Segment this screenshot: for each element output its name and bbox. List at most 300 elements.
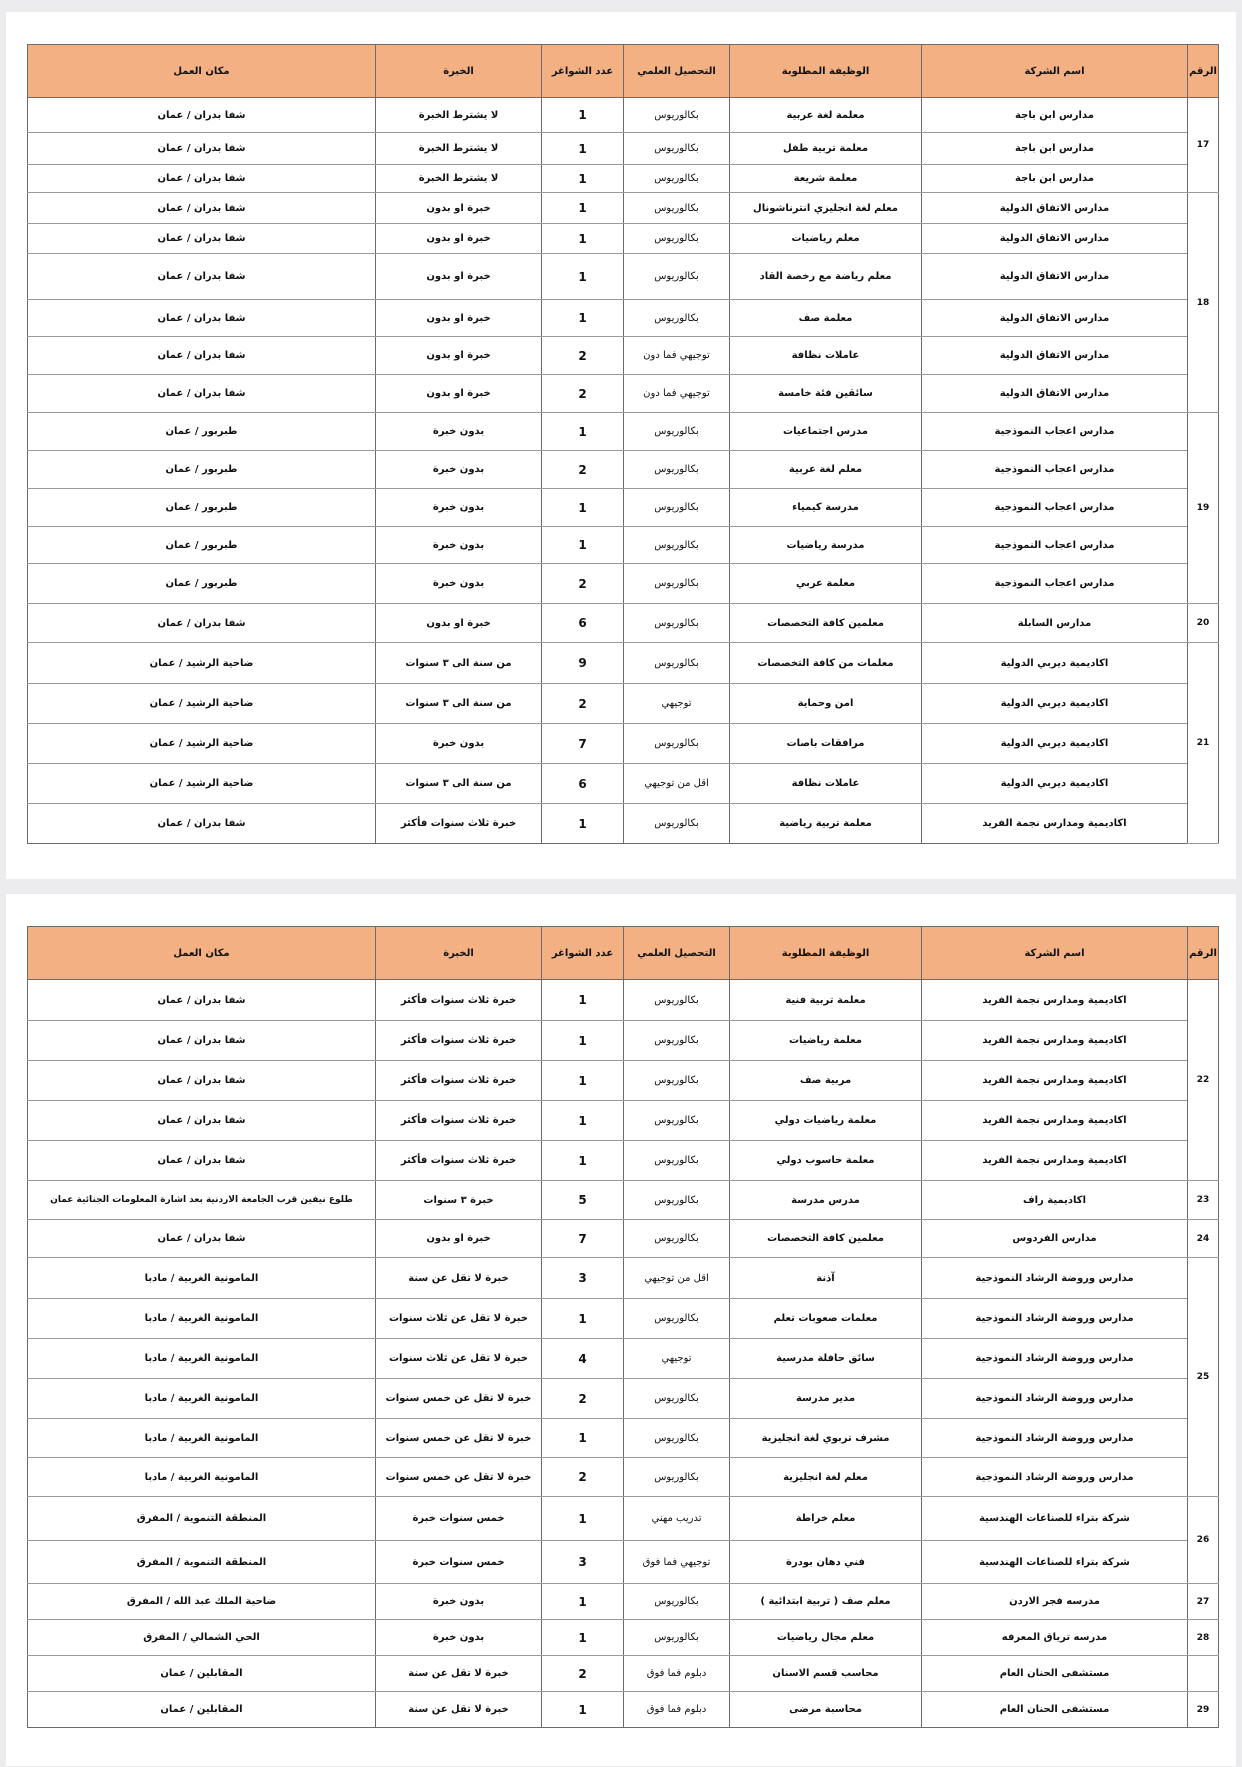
location-cell: شفا بدران / عمان bbox=[28, 1101, 376, 1141]
table-row bbox=[28, 375, 1219, 413]
table-row bbox=[28, 1620, 1219, 1656]
experience-cell: خبرة لا تقل عن سنة bbox=[376, 1692, 542, 1728]
location-cell: شفا بدران / عمان bbox=[28, 337, 376, 375]
experience-cell: خبرة او بدون bbox=[376, 337, 542, 375]
location-cell: ضاحية الرشيد / عمان bbox=[28, 684, 376, 724]
job-cell: آذنة bbox=[730, 1258, 922, 1299]
company-cell: مدارس وروضة الرشاد النموذجية bbox=[922, 1419, 1188, 1458]
job-cell: مدرسة كيمياء bbox=[730, 489, 922, 527]
experience-cell: لا يشترط الخبرة bbox=[376, 133, 542, 165]
vacancies-cell: 3 bbox=[542, 1258, 624, 1299]
job-cell: معلم لغة انجليزية bbox=[730, 1458, 922, 1497]
table-row bbox=[28, 1141, 1219, 1181]
company-cell: اكاديمية ومدارس نجمة الفريد bbox=[922, 1141, 1188, 1181]
experience-cell: من سنة الى ٣ سنوات bbox=[376, 764, 542, 804]
location-cell: شفا بدران / عمان bbox=[28, 1061, 376, 1101]
job-cell: محاسب قسم الاسنان bbox=[730, 1656, 922, 1692]
experience-cell: لا يشترط الخبرة bbox=[376, 165, 542, 193]
job-cell: مدرسة رياضيات bbox=[730, 527, 922, 564]
job-cell: مدرس مدرسة bbox=[730, 1181, 922, 1220]
vacancies-cell: 1 bbox=[542, 1497, 624, 1541]
table-row bbox=[28, 165, 1219, 193]
job-cell: معلمات صعوبات تعلم bbox=[730, 1299, 922, 1339]
header-row bbox=[28, 45, 1219, 98]
job-cell: معلمة تربية فنية bbox=[730, 980, 922, 1021]
location-cell: الحي الشمالي / المفرق bbox=[28, 1620, 376, 1656]
header-number: الرقم bbox=[1188, 927, 1219, 980]
education-cell: بكالوريوس bbox=[624, 1419, 730, 1458]
job-cell: معلمات من كافة التخصصات bbox=[730, 643, 922, 684]
group-number-cell: 19 bbox=[1188, 413, 1219, 604]
job-cell: مدير مدرسة bbox=[730, 1379, 922, 1419]
company-cell: مدارس وروضة الرشاد النموذجية bbox=[922, 1258, 1188, 1299]
education-cell: بكالوريوس bbox=[624, 643, 730, 684]
vacancies-cell: 2 bbox=[542, 1656, 624, 1692]
company-cell: مدارس الاتفاق الدولية bbox=[922, 300, 1188, 337]
company-cell: مدارس الاتفاق الدولية bbox=[922, 375, 1188, 413]
location-cell: ضاحية الرشيد / عمان bbox=[28, 643, 376, 684]
experience-cell: خمس سنوات خبرة bbox=[376, 1541, 542, 1584]
table-row bbox=[28, 1541, 1219, 1584]
education-cell: بكالوريوس bbox=[624, 1299, 730, 1339]
company-cell: مدارس الاتفاق الدولية bbox=[922, 193, 1188, 224]
page-1 bbox=[6, 12, 1236, 879]
location-cell: طبربور / عمان bbox=[28, 489, 376, 527]
location-cell: شفا بدران / عمان bbox=[28, 980, 376, 1021]
group-number-cell: 25 bbox=[1188, 1258, 1219, 1497]
experience-cell: خمس سنوات خبرة bbox=[376, 1497, 542, 1541]
company-cell: مدارس الاتفاق الدولية bbox=[922, 224, 1188, 254]
vacancies-cell: 5 bbox=[542, 1181, 624, 1220]
job-cell: محاسبة مرضى bbox=[730, 1692, 922, 1728]
vacancies-cell: 2 bbox=[542, 1458, 624, 1497]
location-cell: المقابلين / عمان bbox=[28, 1656, 376, 1692]
company-cell: مدارس وروضة الرشاد النموذجية bbox=[922, 1339, 1188, 1379]
education-cell: بكالوريوس bbox=[624, 254, 730, 300]
table-row bbox=[28, 413, 1219, 451]
job-cell: معلم لغة انجليزي انترناشونال bbox=[730, 193, 922, 224]
table-body bbox=[28, 98, 1219, 844]
location-cell: طلوع نيفين قرب الجامعة الاردنية بعد اشارة المعلومات الجنائية عمان bbox=[28, 1181, 376, 1220]
location-cell: المامونية الغربية / مادبا bbox=[28, 1419, 376, 1458]
location-cell: شفا بدران / عمان bbox=[28, 254, 376, 300]
job-cell: مربية صف bbox=[730, 1061, 922, 1101]
job-cell: عاملات نظافة bbox=[730, 337, 922, 375]
vacancies-cell: 1 bbox=[542, 527, 624, 564]
vacancies-cell: 1 bbox=[542, 413, 624, 451]
job-cell: امن وحماية bbox=[730, 684, 922, 724]
table-row bbox=[28, 1101, 1219, 1141]
table-row bbox=[28, 489, 1219, 527]
education-cell: توجيهي bbox=[624, 1339, 730, 1379]
education-cell: بكالوريوس bbox=[624, 564, 730, 604]
vacancies-cell: 1 bbox=[542, 980, 624, 1021]
education-cell: بكالوريوس bbox=[624, 1220, 730, 1258]
location-cell: المامونية الغربية / مادبا bbox=[28, 1339, 376, 1379]
location-cell: المامونية الغربية / مادبا bbox=[28, 1258, 376, 1299]
header-experience: الخبرة bbox=[376, 927, 542, 980]
group-number-cell: 20 bbox=[1188, 604, 1219, 643]
header-job: الوظيفة المطلوبة bbox=[730, 45, 922, 98]
table-row bbox=[28, 527, 1219, 564]
experience-cell: بدون خبرة bbox=[376, 413, 542, 451]
group-number-cell: 22 bbox=[1188, 980, 1219, 1181]
education-cell: بكالوريوس bbox=[624, 804, 730, 844]
location-cell: شفا بدران / عمان bbox=[28, 300, 376, 337]
company-cell: اكاديمية ومدارس نجمة الفريد bbox=[922, 804, 1188, 844]
education-cell: بكالوريوس bbox=[624, 1584, 730, 1620]
vacancies-cell: 1 bbox=[542, 804, 624, 844]
company-cell: مدارس ابن باجة bbox=[922, 165, 1188, 193]
job-cell: معلمة رياضيات bbox=[730, 1021, 922, 1061]
experience-cell: من سنة الى ٣ سنوات bbox=[376, 643, 542, 684]
vacancies-cell: 1 bbox=[542, 1584, 624, 1620]
table-row bbox=[28, 300, 1219, 337]
job-cell: معلمة حاسوب دولي bbox=[730, 1141, 922, 1181]
table-row bbox=[28, 193, 1219, 224]
vacancies-cell: 6 bbox=[542, 764, 624, 804]
job-cell: معلم رياضيات bbox=[730, 224, 922, 254]
experience-cell: بدون خبرة bbox=[376, 1584, 542, 1620]
education-cell: بكالوريوس bbox=[624, 451, 730, 489]
header-company: اسم الشركة bbox=[922, 45, 1188, 98]
header-job: الوظيفة المطلوبة bbox=[730, 927, 922, 980]
job-cell: معلمة تربية رياضية bbox=[730, 804, 922, 844]
company-cell: شركة بتراء للصناعات الهندسية bbox=[922, 1541, 1188, 1584]
location-cell: شفا بدران / عمان bbox=[28, 224, 376, 254]
table-row bbox=[28, 1258, 1219, 1299]
education-cell: بكالوريوس bbox=[624, 1061, 730, 1101]
company-cell: مستشفى الحنان العام bbox=[922, 1656, 1188, 1692]
vacancies-cell: 1 bbox=[542, 1021, 624, 1061]
experience-cell: خبرة ثلاث سنوات فأكثر bbox=[376, 1141, 542, 1181]
job-cell: معلم مجال رياضيات bbox=[730, 1620, 922, 1656]
table-row bbox=[28, 451, 1219, 489]
job-cell: معلمة صف bbox=[730, 300, 922, 337]
vacancies-cell: 1 bbox=[542, 1692, 624, 1728]
page-2 bbox=[6, 894, 1236, 1766]
experience-cell: خبرة لا تقل عن خمس سنوات bbox=[376, 1379, 542, 1419]
education-cell: بكالوريوس bbox=[624, 527, 730, 564]
job-cell: معلم لغة عربية bbox=[730, 451, 922, 489]
table-row bbox=[28, 1339, 1219, 1379]
table-row bbox=[28, 1379, 1219, 1419]
table-row bbox=[28, 1021, 1219, 1061]
header-company: اسم الشركة bbox=[922, 927, 1188, 980]
vacancies-cell: 2 bbox=[542, 1379, 624, 1419]
job-cell: معلم صف ( تربية ابتدائية ) bbox=[730, 1584, 922, 1620]
group-number-cell: 26 bbox=[1188, 1497, 1219, 1584]
location-cell: طبربور / عمان bbox=[28, 451, 376, 489]
company-cell: مدارس الفردوس bbox=[922, 1220, 1188, 1258]
company-cell: مدارس اعجاب النموذجية bbox=[922, 527, 1188, 564]
experience-cell: خبرة لا تقل عن ثلاث سنوات bbox=[376, 1339, 542, 1379]
location-cell: المامونية الغربية / مادبا bbox=[28, 1299, 376, 1339]
group-number-cell: 17 bbox=[1188, 98, 1219, 193]
jobs-table-2 bbox=[27, 926, 1219, 1728]
table-row bbox=[28, 1656, 1219, 1692]
company-cell: اكاديمية ومدارس نجمة الفريد bbox=[922, 980, 1188, 1021]
education-cell: اقل من توجيهي bbox=[624, 764, 730, 804]
education-cell: توجيهي bbox=[624, 684, 730, 724]
vacancies-cell: 4 bbox=[542, 1339, 624, 1379]
location-cell: شفا بدران / عمان bbox=[28, 804, 376, 844]
vacancies-cell: 2 bbox=[542, 684, 624, 724]
header-vacancies: عدد الشواغر bbox=[542, 927, 624, 980]
location-cell: طبربور / عمان bbox=[28, 413, 376, 451]
vacancies-cell: 1 bbox=[542, 165, 624, 193]
education-cell: بكالوريوس bbox=[624, 133, 730, 165]
table-row bbox=[28, 724, 1219, 764]
education-cell: توجيهي فما فوق bbox=[624, 1541, 730, 1584]
vacancies-cell: 3 bbox=[542, 1541, 624, 1584]
job-cell: معلمة لغة عربية bbox=[730, 98, 922, 133]
company-cell: اكاديمية ومدارس نجمة الفريد bbox=[922, 1021, 1188, 1061]
education-cell: بكالوريوس bbox=[624, 489, 730, 527]
vacancies-cell: 2 bbox=[542, 451, 624, 489]
table-row bbox=[28, 1692, 1219, 1728]
experience-cell: خبرة او بدون bbox=[376, 224, 542, 254]
location-cell: شفا بدران / عمان bbox=[28, 133, 376, 165]
job-cell: معلمة تربية طفل bbox=[730, 133, 922, 165]
location-cell: شفا بدران / عمان bbox=[28, 375, 376, 413]
header-row bbox=[28, 927, 1219, 980]
vacancies-cell: 6 bbox=[542, 604, 624, 643]
header-experience: الخبرة bbox=[376, 45, 542, 98]
company-cell: مدارس وروضة الرشاد النموذجية bbox=[922, 1458, 1188, 1497]
vacancies-cell: 2 bbox=[542, 337, 624, 375]
job-cell: معلمة شريعة bbox=[730, 165, 922, 193]
company-cell: اكاديمية ومدارس نجمة الفريد bbox=[922, 1101, 1188, 1141]
location-cell: المنطقة التنموية / المفرق bbox=[28, 1541, 376, 1584]
table-row bbox=[28, 254, 1219, 300]
table-row bbox=[28, 643, 1219, 684]
job-cell: معلمين كافة التخصصات bbox=[730, 1220, 922, 1258]
job-cell: مشرف تربوي لغة انجليزية bbox=[730, 1419, 922, 1458]
experience-cell: بدون خبرة bbox=[376, 489, 542, 527]
education-cell: بكالوريوس bbox=[624, 224, 730, 254]
education-cell: بكالوريوس bbox=[624, 300, 730, 337]
company-cell: مدرسه فجر الاردن bbox=[922, 1584, 1188, 1620]
experience-cell: خبرة ثلاث سنوات فأكثر bbox=[376, 1061, 542, 1101]
experience-cell: خبرة او بدون bbox=[376, 193, 542, 224]
table-row bbox=[28, 764, 1219, 804]
education-cell: بكالوريوس bbox=[624, 1021, 730, 1061]
vacancies-cell: 1 bbox=[542, 1141, 624, 1181]
vacancies-cell: 1 bbox=[542, 254, 624, 300]
location-cell: المامونية الغربية / مادبا bbox=[28, 1379, 376, 1419]
location-cell: المقابلين / عمان bbox=[28, 1692, 376, 1728]
experience-cell: خبرة او بدون bbox=[376, 604, 542, 643]
location-cell: ضاحية الرشيد / عمان bbox=[28, 724, 376, 764]
experience-cell: خبرة ثلاث سنوات فأكثر bbox=[376, 1021, 542, 1061]
header-education: التحصيل العلمي bbox=[624, 927, 730, 980]
experience-cell: خبرة او بدون bbox=[376, 300, 542, 337]
table-row bbox=[28, 133, 1219, 165]
location-cell: طبربور / عمان bbox=[28, 527, 376, 564]
experience-cell: بدون خبرة bbox=[376, 1620, 542, 1656]
group-number-cell: 27 bbox=[1188, 1584, 1219, 1620]
experience-cell: خبرة ثلاث سنوات فأكثر bbox=[376, 1101, 542, 1141]
group-number-cell bbox=[1188, 1656, 1219, 1692]
education-cell: بكالوريوس bbox=[624, 724, 730, 764]
education-cell: بكالوريوس bbox=[624, 413, 730, 451]
company-cell: مدارس السابلة bbox=[922, 604, 1188, 643]
location-cell: شفا بدران / عمان bbox=[28, 1021, 376, 1061]
job-cell: معلمة رياضيات دولي bbox=[730, 1101, 922, 1141]
experience-cell: خبرة ٣ سنوات bbox=[376, 1181, 542, 1220]
job-cell: معلم رياضة مع رخصة القاد bbox=[730, 254, 922, 300]
company-cell: اكاديمية ديربي الدولية bbox=[922, 643, 1188, 684]
location-cell: شفا بدران / عمان bbox=[28, 1220, 376, 1258]
group-number-cell: 23 bbox=[1188, 1181, 1219, 1220]
table-body bbox=[28, 980, 1219, 1728]
experience-cell: خبرة لا تقل عن ثلاث سنوات bbox=[376, 1299, 542, 1339]
vacancies-cell: 1 bbox=[542, 1419, 624, 1458]
company-cell: مدارس اعجاب النموذجية bbox=[922, 451, 1188, 489]
vacancies-cell: 1 bbox=[542, 98, 624, 133]
education-cell: بكالوريوس bbox=[624, 1620, 730, 1656]
table-row bbox=[28, 1458, 1219, 1497]
table-row bbox=[28, 224, 1219, 254]
company-cell: مستشفى الحنان العام bbox=[922, 1692, 1188, 1728]
education-cell: بكالوريوس bbox=[624, 604, 730, 643]
table-row bbox=[28, 98, 1219, 133]
education-cell: بكالوريوس bbox=[624, 1141, 730, 1181]
group-number-cell: 28 bbox=[1188, 1620, 1219, 1656]
header-education: التحصيل العلمي bbox=[624, 45, 730, 98]
company-cell: اكاديمية ديربي الدولية bbox=[922, 684, 1188, 724]
job-cell: معلم خراطة bbox=[730, 1497, 922, 1541]
header-location: مكان العمل bbox=[28, 45, 376, 98]
table-row bbox=[28, 1061, 1219, 1101]
location-cell: ضاحية الملك عبد الله / المفرق bbox=[28, 1584, 376, 1620]
company-cell: مدارس اعجاب النموذجية bbox=[922, 564, 1188, 604]
group-number-cell: 24 bbox=[1188, 1220, 1219, 1258]
vacancies-cell: 7 bbox=[542, 724, 624, 764]
group-number-cell: 21 bbox=[1188, 643, 1219, 844]
experience-cell: خبرة ثلاث سنوات فأكثر bbox=[376, 980, 542, 1021]
group-number-cell: 18 bbox=[1188, 193, 1219, 413]
location-cell: شفا بدران / عمان bbox=[28, 165, 376, 193]
table-row bbox=[28, 804, 1219, 844]
company-cell: شركة بتراء للصناعات الهندسية bbox=[922, 1497, 1188, 1541]
experience-cell: بدون خبرة bbox=[376, 451, 542, 489]
experience-cell: خبرة او بدون bbox=[376, 254, 542, 300]
experience-cell: خبرة لا تقل عن خمس سنوات bbox=[376, 1419, 542, 1458]
company-cell: اكاديمية ديربي الدولية bbox=[922, 764, 1188, 804]
vacancies-cell: 1 bbox=[542, 224, 624, 254]
company-cell: مدارس الاتفاق الدولية bbox=[922, 254, 1188, 300]
location-cell: المامونية الغربية / مادبا bbox=[28, 1458, 376, 1497]
education-cell: اقل من توجيهي bbox=[624, 1258, 730, 1299]
vacancies-cell: 7 bbox=[542, 1220, 624, 1258]
company-cell: اكاديمية ومدارس نجمة الفريد bbox=[922, 1061, 1188, 1101]
location-cell: شفا بدران / عمان bbox=[28, 604, 376, 643]
experience-cell: خبرة لا تقل عن سنة bbox=[376, 1258, 542, 1299]
education-cell: دبلوم فما فوق bbox=[624, 1656, 730, 1692]
vacancies-cell: 1 bbox=[542, 1299, 624, 1339]
table-row bbox=[28, 1497, 1219, 1541]
header-vacancies: عدد الشواغر bbox=[542, 45, 624, 98]
group-number-cell: 29 bbox=[1188, 1692, 1219, 1728]
table-row bbox=[28, 604, 1219, 643]
vacancies-cell: 9 bbox=[542, 643, 624, 684]
company-cell: اكاديمية ديربي الدولية bbox=[922, 724, 1188, 764]
table-row bbox=[28, 337, 1219, 375]
education-cell: بكالوريوس bbox=[624, 193, 730, 224]
education-cell: بكالوريوس bbox=[624, 980, 730, 1021]
education-cell: بكالوريوس bbox=[624, 1181, 730, 1220]
table-row bbox=[28, 1419, 1219, 1458]
location-cell: المنطقة التنموية / المفرق bbox=[28, 1497, 376, 1541]
company-cell: مدارس وروضة الرشاد النموذجية bbox=[922, 1299, 1188, 1339]
experience-cell: خبرة او بدون bbox=[376, 1220, 542, 1258]
experience-cell: من سنة الى ٣ سنوات bbox=[376, 684, 542, 724]
company-cell: مدارس ابن باجة bbox=[922, 98, 1188, 133]
job-cell: معلمين كافة التخصصات bbox=[730, 604, 922, 643]
education-cell: توجيهي فما دون bbox=[624, 375, 730, 413]
education-cell: توجيهي فما دون bbox=[624, 337, 730, 375]
vacancies-cell: 1 bbox=[542, 1061, 624, 1101]
education-cell: بكالوريوس bbox=[624, 98, 730, 133]
header-number: الرقم bbox=[1188, 45, 1219, 98]
company-cell: مدرسه ترياق المعرفه bbox=[922, 1620, 1188, 1656]
location-cell: شفا بدران / عمان bbox=[28, 1141, 376, 1181]
table-row bbox=[28, 1584, 1219, 1620]
vacancies-cell: 1 bbox=[542, 300, 624, 337]
location-cell: شفا بدران / عمان bbox=[28, 193, 376, 224]
job-cell: سائقين فئة خامسة bbox=[730, 375, 922, 413]
company-cell: مدارس اعجاب النموذجية bbox=[922, 413, 1188, 451]
table-row bbox=[28, 1299, 1219, 1339]
education-cell: بكالوريوس bbox=[624, 1458, 730, 1497]
company-cell: اكاديمية راف bbox=[922, 1181, 1188, 1220]
table-row bbox=[28, 684, 1219, 724]
company-cell: مدارس ابن باجة bbox=[922, 133, 1188, 165]
vacancies-cell: 1 bbox=[542, 1101, 624, 1141]
education-cell: دبلوم فما فوق bbox=[624, 1692, 730, 1728]
job-cell: سائق حافلة مدرسية bbox=[730, 1339, 922, 1379]
job-cell: فني دهان بودرة bbox=[730, 1541, 922, 1584]
education-cell: تدريب مهني bbox=[624, 1497, 730, 1541]
table-row bbox=[28, 980, 1219, 1021]
vacancies-cell: 2 bbox=[542, 564, 624, 604]
education-cell: بكالوريوس bbox=[624, 1379, 730, 1419]
header-location: مكان العمل bbox=[28, 927, 376, 980]
experience-cell: خبرة او بدون bbox=[376, 375, 542, 413]
table-row bbox=[28, 1181, 1219, 1220]
vacancies-cell: 1 bbox=[542, 489, 624, 527]
company-cell: مدارس الاتفاق الدولية bbox=[922, 337, 1188, 375]
experience-cell: بدون خبرة bbox=[376, 527, 542, 564]
location-cell: شفا بدران / عمان bbox=[28, 98, 376, 133]
vacancies-cell: 1 bbox=[542, 193, 624, 224]
job-cell: معلمة عربي bbox=[730, 564, 922, 604]
vacancies-cell: 2 bbox=[542, 375, 624, 413]
vacancies-cell: 1 bbox=[542, 133, 624, 165]
job-cell: مدرس اجتماعيات bbox=[730, 413, 922, 451]
education-cell: بكالوريوس bbox=[624, 1101, 730, 1141]
location-cell: ضاحية الرشيد / عمان bbox=[28, 764, 376, 804]
jobs-table-1 bbox=[27, 44, 1219, 844]
education-cell: بكالوريوس bbox=[624, 165, 730, 193]
experience-cell: بدون خبرة bbox=[376, 724, 542, 764]
experience-cell: خبرة لا تقل عن خمس سنوات bbox=[376, 1458, 542, 1497]
table-row bbox=[28, 564, 1219, 604]
experience-cell: خبرة لا تقل عن سنة bbox=[376, 1656, 542, 1692]
job-cell: عاملات نظافة bbox=[730, 764, 922, 804]
